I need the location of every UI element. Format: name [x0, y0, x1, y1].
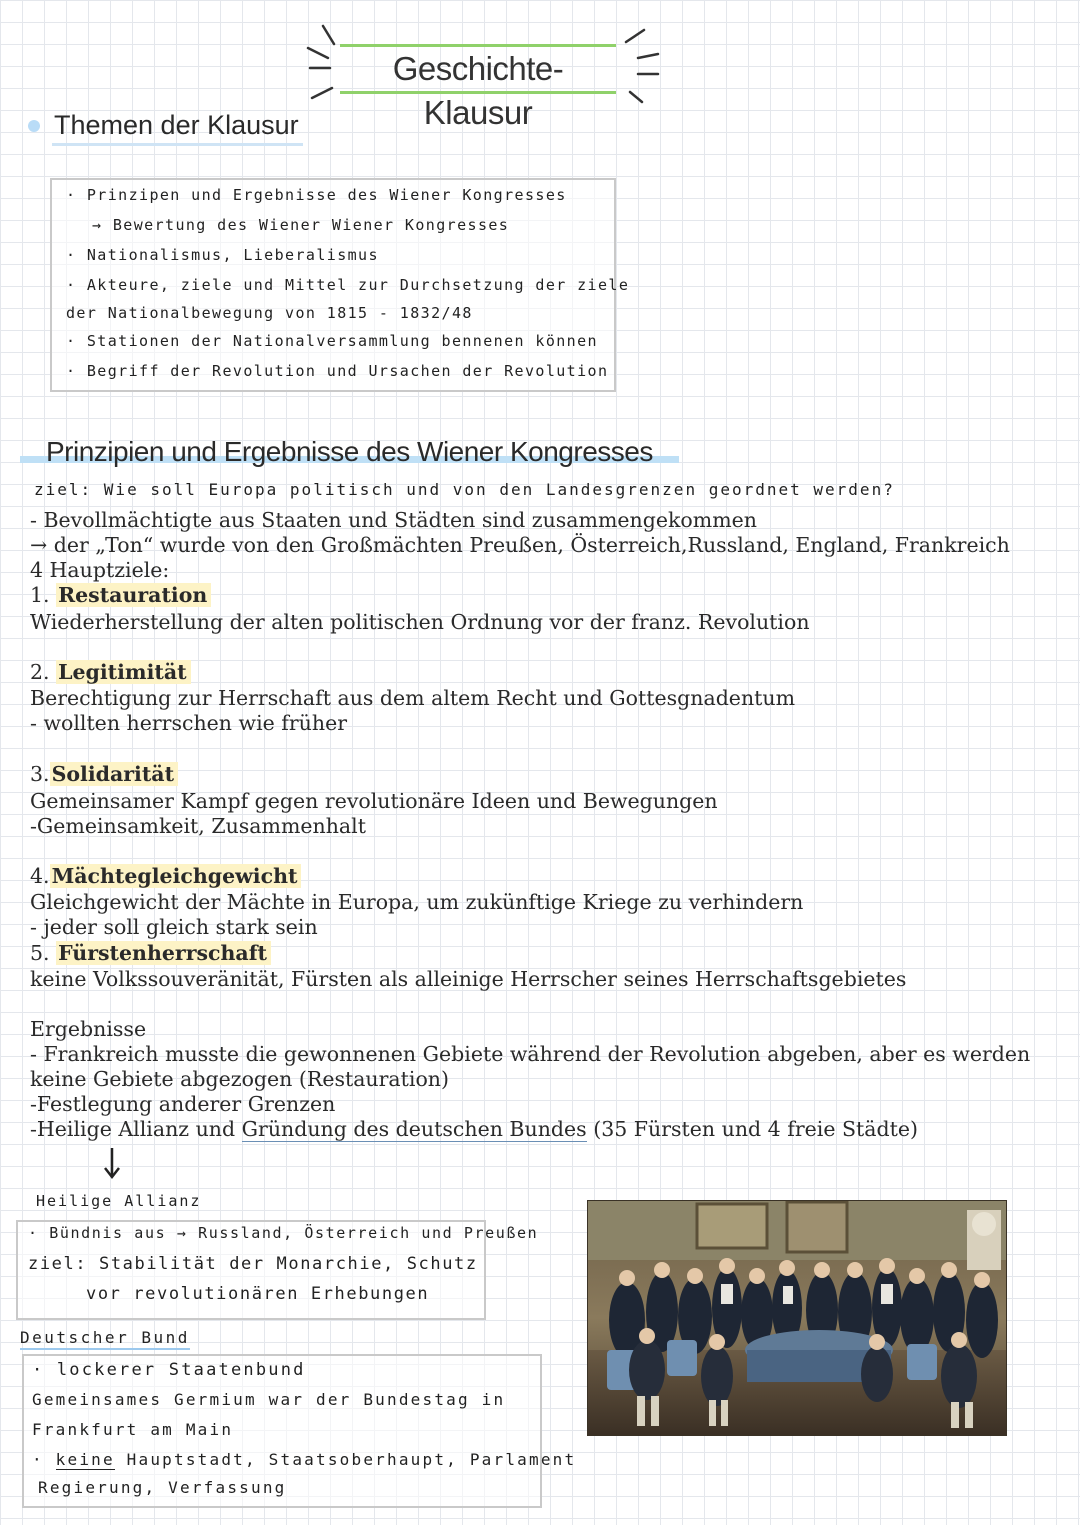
- section-aim: ziel: Wie soll Europa politisch und von den Landesgrenzen geordnet werden?: [34, 480, 895, 499]
- goal-description: - wollten herrschen wie früher: [30, 711, 347, 735]
- intro-line: - Bevollmächtigte aus Staaten und Städten sind zusammengekommen: [30, 508, 757, 532]
- goals-label: 4 Hauptziele:: [30, 558, 170, 582]
- goal-name: Mächtegleichgewicht: [50, 864, 302, 888]
- alliance-line: vor revolutionären Erhebungen: [86, 1284, 430, 1304]
- goal-heading: 3.Solidarität: [30, 762, 178, 786]
- underlined-term: keine: [55, 1450, 115, 1469]
- topic-item: · Begriff der Revolution und Ursachen der Revolution: [66, 362, 609, 380]
- topic-item: der Nationalbewegung von 1815 - 1832/48: [66, 304, 473, 322]
- page-title: Geschichte-Klausur: [340, 44, 616, 94]
- bund-line: Regierung, Verfassung: [38, 1478, 287, 1497]
- bund-line: Frankfurt am Main: [32, 1420, 234, 1439]
- goal-name: Fürstenherrschaft: [56, 941, 271, 965]
- bund-line: · lockerer Staatenbund: [32, 1360, 306, 1380]
- topic-item: → Bewertung des Wiener Wiener Kongresses: [92, 216, 510, 234]
- bund-line: Gemeinsames Germium war der Bundestag in: [32, 1390, 506, 1409]
- right-sparkle-decoration: [620, 18, 680, 108]
- goal-heading: 5. Fürstenherrschaft: [30, 941, 271, 965]
- topics-box: [50, 178, 630, 392]
- bund-line: · keine Hauptstadt, Staatsoberhaupt, Parlament: [32, 1450, 577, 1469]
- result-line: - Frankreich musste die gewonnenen Gebiete während der Revolution abgeben, aber es werden: [30, 1042, 1031, 1066]
- goal-description: - jeder soll gleich stark sein: [30, 915, 318, 939]
- result-line: -Festlegung anderer Grenzen: [30, 1092, 336, 1116]
- topic-item: · Nationalismus, Lieberalismus: [66, 246, 379, 264]
- topics-heading: Themen der Klausur: [52, 110, 303, 146]
- section-heading: Prinzipien und Ergebnisse des Wiener Kongresses: [20, 436, 679, 468]
- alliance-label: Heilige Allianz: [36, 1192, 202, 1210]
- result-line: -Heilige Allianz und Gründung des deutschen Bundes (35 Fürsten und 4 freie Städte): [30, 1117, 918, 1141]
- goal-description: Gleichgewicht der Mächte in Europa, um zukünftige Kriege zu verhindern: [30, 890, 804, 914]
- bund-label: Deutscher Bund: [20, 1328, 190, 1350]
- goal-description: Wiederherstellung der alten politischen Ordnung vor der franz. Revolution: [30, 610, 810, 634]
- goal-name: Restauration: [56, 583, 211, 607]
- congress-painting-image: [587, 1200, 1007, 1436]
- goal-heading: 4.Mächtegleichgewicht: [30, 864, 301, 888]
- goal-description: -Gemeinsamkeit, Zusammenhalt: [30, 814, 366, 838]
- bullet-dot-icon: [28, 120, 40, 132]
- alliance-box: [16, 1220, 539, 1320]
- goal-description: Berechtigung zur Herrschaft aus dem altem Recht und Gottesgnadentum: [30, 686, 796, 710]
- down-arrow-icon: [100, 1146, 124, 1182]
- intro-line: → der „Ton“ wurde von den Großmächten Preußen, Österreich,Russland, England, Frankreich: [30, 533, 1010, 557]
- goal-name: Legitimität: [56, 660, 191, 684]
- goal-heading: 2. Legitimität: [30, 660, 191, 684]
- goal-name: Solidarität: [50, 762, 178, 786]
- goal-heading: 1. Restauration: [30, 583, 211, 607]
- results-label: Ergebnisse: [30, 1017, 147, 1041]
- underlined-term: Gründung des deutschen Bundes: [241, 1117, 587, 1141]
- goal-description: Gemeinsamer Kampf gegen revolutionäre Ideen und Bewegungen: [30, 789, 718, 813]
- topic-item: · Stationen der Nationalversammlung bennenen können: [66, 332, 598, 350]
- topic-item: · Akteure, ziele und Mittel zur Durchsetzung der ziele: [66, 276, 630, 294]
- alliance-line: ziel: Stabilität der Monarchie, Schutz: [28, 1254, 478, 1274]
- result-line: keine Gebiete abgezogen (Restauration): [30, 1067, 449, 1091]
- topic-item: · Prinzipen und Ergebnisse des Wiener Kongresses: [66, 186, 567, 204]
- bund-box: [22, 1354, 577, 1508]
- alliance-line: · Bündnis aus → Russland, Österreich und Preußen: [28, 1224, 539, 1242]
- goal-description: keine Volkssouveränität, Fürsten als alleinige Herrscher seines Herrschaftsgebietes: [30, 967, 907, 991]
